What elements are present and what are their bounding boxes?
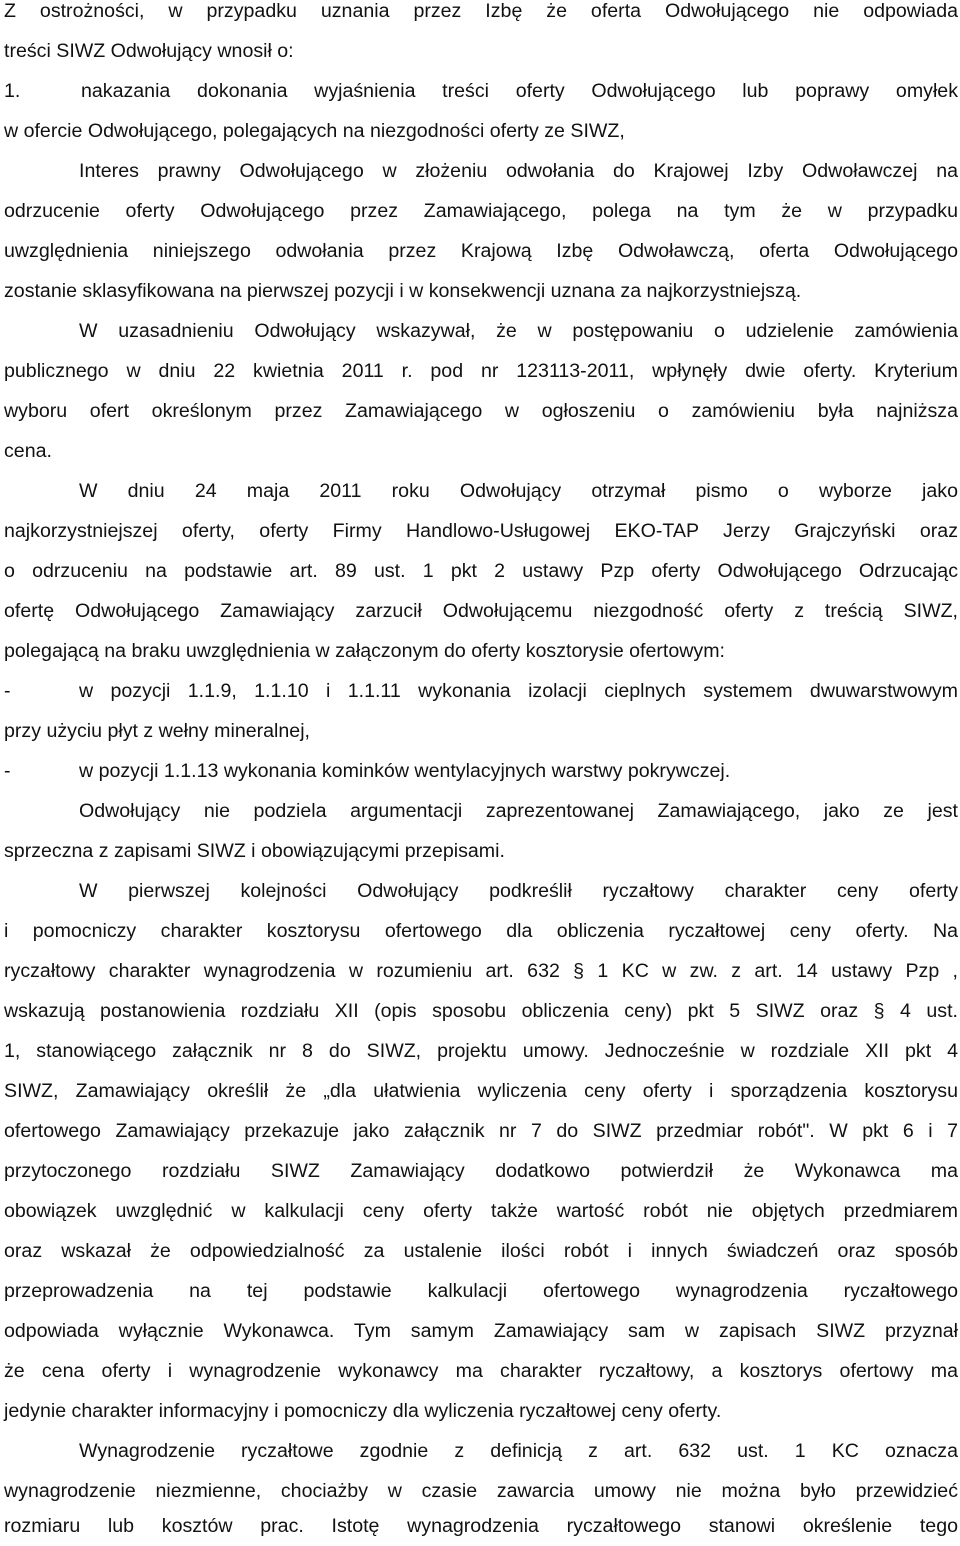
text-line: wskazują postanowienia rozdziału XII (opis sposobu obliczenia ceny) pkt 5 SIWZ oraz § 4 ust. [4,1000,958,1022]
text-line: uwzględnienia niniejszego odwołania przez Krajową Izbę Odwoławczą, oferta Odwołującego [4,240,958,262]
text-line: W dniu 24 maja 2011 roku Odwołujący otrzymał pismo o wyborze jako [79,480,958,502]
text-line: w pozycji 1.1.13 wykonania kominków wentylacyjnych warstwy pokrywczej. [79,760,731,782]
text-line: że cena oferty i wynagrodzenie wykonawcy ma charakter ryczałtowy, a kosztorys ofertowy ma [4,1360,958,1382]
list-number: 1. [4,80,21,102]
text-line: W uzasadnieniu Odwołujący wskazywał, że w postępowaniu o udzielenie zamówienia [79,320,958,342]
text-line: o odrzuceniu na podstawie art. 89 ust. 1 pkt 2 ustawy Pzp oferty Odwołującego Odrzucając [4,560,958,582]
text-line: odrzucenie oferty Odwołującego przez Zamawiającego, polega na tym że w przypadku [4,200,958,222]
text-line: polegającą na braku uwzględnienia w załączonym do oferty kosztorysie ofertowym: [4,640,725,662]
text-line: SIWZ, Zamawiający określił że „dla ułatwienia wyliczenia ceny oferty i sporządzenia kosztorysu [4,1080,958,1102]
text-line: W pierwszej kolejności Odwołujący podkreślił ryczałtowy charakter ceny oferty [79,880,958,902]
text-line: jedynie charakter informacyjny i pomocniczy dla wyliczenia ryczałtowej ceny oferty. [4,1400,722,1422]
text-line: Z ostrożności, w przypadku uznania przez Izbę że oferta Odwołującego nie odpowiada [4,0,958,22]
text-line: nakazania dokonania wyjaśnienia treści oferty Odwołującego lub poprawy omyłek [81,80,958,102]
list-dash: - [4,760,11,782]
text-line: 1, stanowiącego załącznik nr 8 do SIWZ, projektu umowy. Jednocześnie w rozdziale XII pkt 4 [4,1040,958,1062]
text-line: ofertowego Zamawiający przekazuje jako załącznik nr 7 do SIWZ przedmiar robót". W pkt 6 i 7 [4,1120,958,1142]
text-line: treści SIWZ Odwołujący wnosił o: [4,40,294,62]
text-line: wyboru ofert określonym przez Zamawiającego w ogłoszeniu o zamówieniu była najniższa [4,400,958,422]
text-line: zostanie sklasyfikowana na pierwszej pozycji i w konsekwencji uznana za najkorzystniejszą. [4,280,802,302]
text-line: i pomocniczy charakter kosztorysu ofertowego dla obliczenia ryczałtowej ceny oferty. Na [4,920,958,942]
text-line: przy użyciu płyt z wełny mineralnej, [4,720,310,742]
text-line: Interes prawny Odwołującego w złożeniu odwołania do Krajowej Izby Odwoławczej na [79,160,958,182]
text-line: najkorzystniejszej oferty, oferty Firmy Handlowo-Usługowej EKO-TAP Jerzy Grajczyński oraz [4,520,958,542]
text-line: obowiązek uwzględnić w kalkulacji ceny oferty także wartość robót nie objętych przedmiarem [4,1200,958,1222]
list-dash: - [4,680,11,702]
text-line: Odwołujący nie podziela argumentacji zaprezentowanej Zamawiającego, jako ze jest [79,800,958,822]
text-line: w pozycji 1.1.9, 1.1.10 i 1.1.11 wykonania izolacji cieplnych systemem dwuwarstwowym [79,680,958,702]
text-line: ofertę Odwołującego Zamawiający zarzucił Odwołującemu niezgodność oferty z treścią SIWZ, [4,600,958,622]
text-line: wynagrodzenie niezmienne, chociażby w czasie zawarcia umowy nie można było przewidzieć [4,1480,958,1502]
text-line: oraz wskazał że odpowiedzialność za ustalenie ilości robót i innych świadczeń oraz sposób [4,1240,958,1262]
text-line: przeprowadzenia na tej podstawie kalkulacji ofertowego wynagrodzenia ryczałtowego [4,1280,958,1302]
text-line: rozmiaru lub kosztów prac. Istotę wynagrodzenia ryczałtowego stanowi określenie tego [4,1515,958,1537]
text-line: Wynagrodzenie ryczałtowe zgodnie z definicją z art. 632 ust. 1 KC oznacza [79,1440,958,1462]
text-line: w ofercie Odwołującego, polegających na niezgodności oferty ze SIWZ, [4,120,625,142]
text-line: sprzeczna z zapisami SIWZ i obowiązującymi przepisami. [4,840,505,862]
text-line: publicznego w dniu 22 kwietnia 2011 r. pod nr 123113-2011, wpłynęły dwie oferty. Kryterium [4,360,958,382]
text-line: ryczałtowy charakter wynagrodzenia w rozumieniu art. 632 § 1 KC w zw. z art. 14 ustawy Pzp , [4,960,958,982]
text-line: cena. [4,440,52,462]
text-line: przytoczonego rozdziału SIWZ Zamawiający dodatkowo potwierdził że Wykonawca ma [4,1160,958,1182]
text-line: odpowiada wyłącznie Wykonawca. Tym samym Zamawiający sam w zapisach SIWZ przyznał [4,1320,958,1342]
